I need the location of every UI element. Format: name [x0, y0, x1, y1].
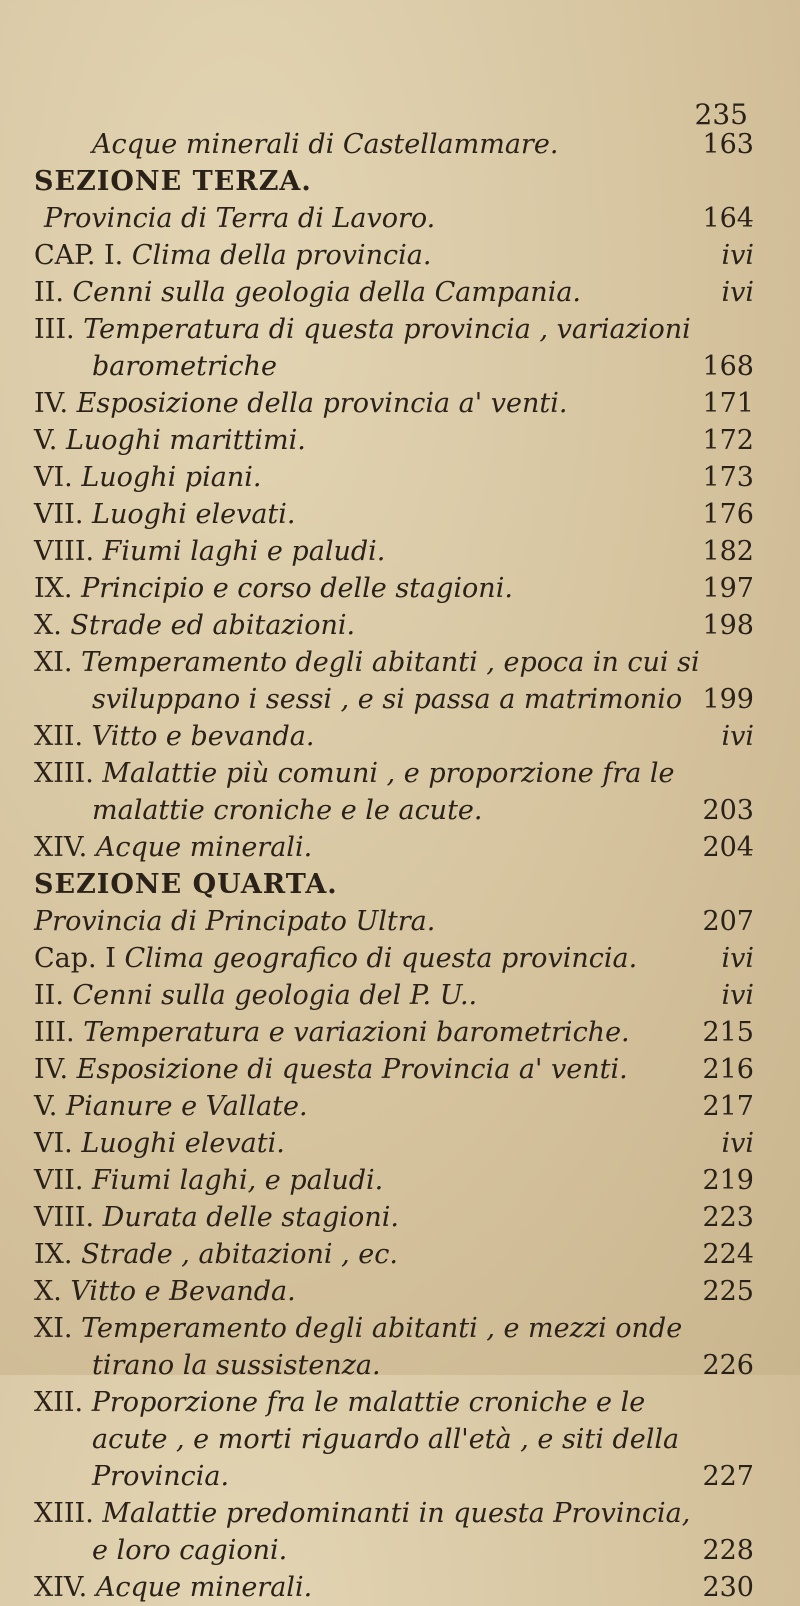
entry-label: II.: [34, 277, 64, 308]
entry-text: Temperatura e variazioni barometriche.: [83, 1017, 630, 1048]
toc-entry: [34, 1162, 754, 1199]
toc-entry: [34, 1569, 754, 1606]
entry-label: Cap. I: [34, 943, 116, 974]
entry-line: [34, 940, 698, 977]
entry-text: Cenni sulla geologia della Campania.: [72, 277, 582, 308]
entry-line: [34, 1495, 698, 1532]
entry-line: [34, 496, 698, 533]
entry-line: [34, 385, 698, 422]
entry-page: 226: [702, 1350, 754, 1381]
section-heading: [34, 163, 754, 200]
entry-text: Durata delle stagioni.: [102, 1202, 399, 1233]
entry-text: tirano la sussistenza.: [92, 1350, 381, 1381]
toc-entry: [34, 1088, 754, 1125]
entry-text: Pianure e Vallate.: [65, 1091, 308, 1122]
entry-text: Provincia.: [92, 1461, 230, 1492]
entry-label: IX.: [34, 1239, 73, 1270]
entry-text: Acque minerali di Castellammare.: [92, 129, 559, 160]
entry-text: Temperamento degli abitanti , e mezzi onde: [81, 1313, 683, 1344]
entry-line: [34, 607, 698, 644]
entry-page: 173: [702, 462, 754, 493]
toc-entry: [34, 570, 754, 607]
entry-page: 219: [702, 1165, 754, 1196]
entry-line: [34, 718, 698, 755]
entry-line: [34, 1162, 698, 1199]
entry-text: Cenni sulla geologia del P. U..: [72, 980, 478, 1011]
entry-page: ivi: [721, 240, 754, 271]
entry-label: IX.: [34, 573, 73, 604]
entry-page: 197: [702, 573, 754, 604]
entry-line: [34, 1569, 698, 1606]
entry-text: SEZIONE QUARTA.: [34, 869, 338, 900]
entry-line: [34, 1310, 698, 1347]
entry-page: 225: [702, 1276, 754, 1307]
entry-line: [34, 311, 698, 348]
toc-entry: [34, 644, 754, 681]
entry-text: Proporzione fra le malattie croniche e le: [91, 1387, 646, 1418]
entry-label: III.: [34, 1017, 75, 1048]
entry-text: Luoghi piani.: [81, 462, 262, 493]
entry-label: V.: [34, 1091, 58, 1122]
entry-label: V.: [34, 425, 58, 456]
entry-label: XIII.: [34, 758, 94, 789]
entry-label: X.: [34, 610, 62, 641]
entry-page: 171: [702, 388, 754, 419]
toc-entry: [34, 459, 754, 496]
entry-label: III.: [34, 314, 75, 345]
entry-line: [34, 1014, 698, 1051]
entry-label: VIII.: [34, 536, 95, 567]
entry-text: sviluppano i sessi , e si passa a matrimonio: [92, 684, 683, 715]
page-number: 235: [694, 98, 748, 131]
entry-text: malattie croniche e le acute.: [92, 795, 483, 826]
entry-label: VI.: [34, 462, 73, 493]
entry-text: Provincia di Principato Ultra.: [34, 906, 436, 937]
entry-text: Strade ed abitazioni.: [70, 610, 356, 641]
entry-label: XII.: [34, 1387, 84, 1418]
toc-entry: [34, 1273, 754, 1310]
entry-page: 176: [702, 499, 754, 530]
entry-page: ivi: [721, 721, 754, 752]
entry-page: 168: [702, 351, 754, 382]
entry-page: 204: [702, 832, 754, 863]
toc-entry: [34, 533, 754, 570]
entry-text: Temperamento degli abitanti , epoca in cui si: [81, 647, 700, 678]
entry-page: 164: [702, 203, 754, 234]
entry-line: [34, 570, 698, 607]
entry-text: Temperatura di questa provincia , variazioni: [83, 314, 691, 345]
entry-text: Luoghi marittimi.: [65, 425, 306, 456]
toc-entry: [34, 126, 754, 163]
entry-label: XIV.: [34, 1572, 88, 1603]
toc-entry: [34, 607, 754, 644]
entry-line: [34, 977, 698, 1014]
entry-text: Strade , abitazioni , ec.: [81, 1239, 398, 1270]
entry-line: [34, 459, 698, 496]
toc-entry: [34, 1125, 754, 1162]
toc-entry: [34, 1236, 754, 1273]
entry-text: Acque minerali.: [95, 832, 313, 863]
entry-page: 172: [702, 425, 754, 456]
entry-label: CAP. I.: [34, 240, 124, 271]
entry-label: II.: [34, 980, 64, 1011]
entry-label: VIII.: [34, 1202, 95, 1233]
toc-entry: [34, 755, 754, 792]
toc-entry: [34, 274, 754, 311]
entry-page: 228: [702, 1535, 754, 1566]
entry-text: Acque minerali.: [95, 1572, 313, 1603]
entry-page: 230: [702, 1572, 754, 1603]
entry-page: ivi: [721, 980, 754, 1011]
entry-page: ivi: [721, 1128, 754, 1159]
entry-line: [34, 274, 698, 311]
entry-text: Fiumi laghi e paludi.: [102, 536, 386, 567]
entry-text: Clima della provincia.: [131, 240, 432, 271]
toc-entry: [34, 1384, 754, 1421]
entry-label: XII.: [34, 721, 84, 752]
entry-label: IV.: [34, 1054, 69, 1085]
entry-page: 182: [702, 536, 754, 567]
entry-text: Esposizione della provincia a' venti.: [76, 388, 568, 419]
toc-entry: [34, 237, 754, 274]
entry-line: [34, 1273, 698, 1310]
entry-page: 207: [702, 906, 754, 937]
entry-page: 227: [702, 1461, 754, 1492]
entry-label: XIII.: [34, 1498, 94, 1529]
province-heading: [34, 903, 754, 940]
entry-page: 198: [702, 610, 754, 641]
toc-entry-continuation: [34, 348, 754, 385]
toc-entry: [34, 718, 754, 755]
toc-entry: [34, 1014, 754, 1051]
toc-entry: [34, 311, 754, 348]
entry-page: 216: [702, 1054, 754, 1085]
toc-entry: [34, 1310, 754, 1347]
entry-text: Fiumi laghi, e paludi.: [92, 1165, 384, 1196]
entry-line: [34, 644, 698, 681]
entry-label: VII.: [34, 499, 84, 530]
entry-page: 223: [702, 1202, 754, 1233]
toc-entry: [34, 829, 754, 866]
entry-page: ivi: [721, 277, 754, 308]
entry-label: XIV.: [34, 832, 88, 863]
entry-text: Luoghi elevati.: [81, 1128, 285, 1159]
toc-entry-continuation: [34, 1421, 754, 1458]
entry-text: barometriche: [92, 351, 278, 382]
entry-text: Luoghi elevati.: [92, 499, 296, 530]
entry-line: [34, 422, 698, 459]
toc-entry-continuation: [34, 1347, 754, 1384]
entry-label: VII.: [34, 1165, 84, 1196]
entry-page: 224: [702, 1239, 754, 1270]
toc-entry: [34, 385, 754, 422]
entry-text: Vitto e bevanda.: [91, 721, 315, 752]
section-heading: [34, 866, 754, 903]
entry-text: SEZIONE TERZA.: [34, 166, 312, 197]
entry-page: 215: [702, 1017, 754, 1048]
entry-line: [34, 1199, 698, 1236]
entry-line: [34, 533, 698, 570]
entry-page: 217: [702, 1091, 754, 1122]
entry-label: XI.: [34, 647, 73, 678]
entry-line: [34, 755, 698, 792]
toc-entry-continuation: [34, 681, 754, 718]
toc-entry-continuation: [34, 1532, 754, 1569]
entry-line: [34, 1384, 698, 1421]
entry-text: e loro cagioni.: [92, 1535, 288, 1566]
entry-line: [34, 1236, 698, 1273]
entry-line: [34, 1051, 698, 1088]
toc-entry: [34, 1199, 754, 1236]
toc-entry: [34, 977, 754, 1014]
entry-text: Vitto e Bevanda.: [70, 1276, 296, 1307]
table-of-contents: [34, 126, 754, 1606]
toc-entry: [34, 1495, 754, 1532]
entry-text: Esposizione di questa Provincia a' venti.: [76, 1054, 628, 1085]
entry-line: [34, 237, 698, 274]
entry-line: [34, 1088, 698, 1125]
toc-entry: [34, 496, 754, 533]
entry-page: 203: [702, 795, 754, 826]
entry-text: Clima geografico di questa provincia.: [124, 943, 638, 974]
entry-label: VI.: [34, 1128, 73, 1159]
entry-label: IV.: [34, 388, 69, 419]
entry-label: X.: [34, 1276, 62, 1307]
entry-text: Malattie predominanti in questa Provincia,: [102, 1498, 691, 1529]
entry-page: 199: [702, 684, 754, 715]
toc-entry-continuation: [34, 792, 754, 829]
entry-page: ivi: [721, 943, 754, 974]
entry-text: Malattie più comuni , e proporzione fra le: [102, 758, 675, 789]
toc-entry: [34, 940, 754, 977]
toc-entry: [34, 1051, 754, 1088]
entry-text: acute , e morti riguardo all'età , e siti della: [92, 1424, 680, 1455]
entry-line: [34, 1125, 698, 1162]
entry-label: XI.: [34, 1313, 73, 1344]
toc-entry-continuation: [34, 1458, 754, 1495]
entry-text: Provincia di Terra di Lavoro.: [44, 203, 436, 234]
toc-entry: [34, 422, 754, 459]
entry-line: [34, 829, 698, 866]
entry-text: Principio e corso delle stagioni.: [81, 573, 513, 604]
province-heading: [34, 200, 754, 237]
entry-page: 163: [702, 129, 754, 160]
